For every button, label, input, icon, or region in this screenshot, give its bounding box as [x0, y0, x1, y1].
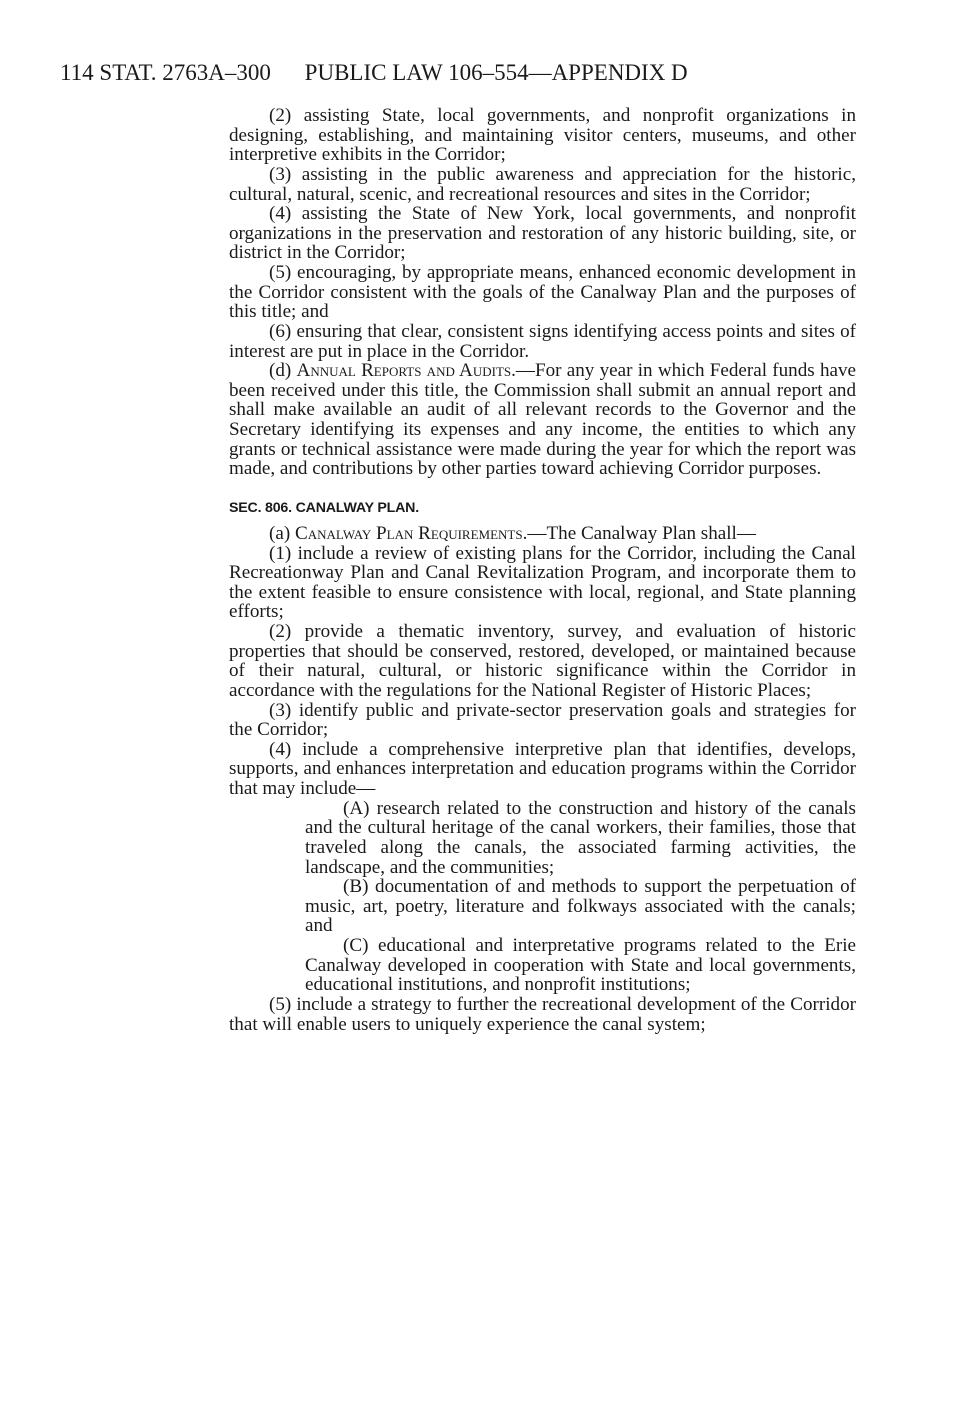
paragraph-c6: (6) ensuring that clear, consistent signs identifying access points and sites of interest are put in place in the Corridor. [229, 320, 856, 362]
subsection-a-items [229, 544, 856, 1035]
running-header [60, 58, 900, 88]
paragraph-a5: (5) include a strategy to further the recreational development of the Corridor that will enable users to uniquely experience the canal system; [229, 993, 856, 1035]
paragraph-c3: (3) assisting in the public awareness and appreciation for the historic, cultural, natural, scenic, and recreational resources and sites in the Corridor; [229, 163, 856, 205]
section-heading: SEC. 806. CANALWAY PLAN. [229, 499, 419, 516]
subparagraph-a4-A: (A) research related to the construction and history of the canals and the cultural heritage of the canal workers, their families, those that traveled along the canals, the associated farming activities, the landscape, and the communities; [305, 797, 856, 878]
paragraph-c5: (5) encouraging, by appropriate means, enhanced economic development in the Corridor consistent with the goals of the Canalway Plan and the purposes of this title; and [229, 262, 856, 323]
statute-reference: 114 STAT. 2763A–300 [60, 60, 271, 85]
subsection-d-label: (d) [269, 360, 292, 382]
subsection-d-text: —For any year in which Federal funds have been received under this title, the Commission shall submit an annual report and shall make available an audit of all relevant records to the Governor and the Secretary identifying its expenses and any income, the entities to which any grants or technical assistance were made during the year for which the report was made, and contributions by other parties toward achieving Corridor purposes. [229, 360, 856, 480]
paragraph-a2: (2) provide a thematic inventory, survey, and evaluation of historic properties that should be conserved, restored, developed, or maintained because of their natural, cultural, or historic significance within the Corridor in accordance with the regulations for the National Register of Historic Places; [229, 621, 856, 701]
paragraph-c2: (2) assisting State, local governments, and nonprofit organizations in designing, establishing, and maintaining visitor centers, museums, and other interpretive exhibits in the Corridor; [229, 105, 856, 166]
body-text [229, 106, 856, 1034]
paragraph-c4: (4) assisting the State of New York, local governments, and nonprofit organizations in the preservation and restoration of any historic building, site, or district in the Corridor; [229, 203, 856, 264]
subparagraph-a4-B: (B) documentation of and methods to support the perpetuation of music, art, poetry, literature and folkways associated with the canals; and [305, 876, 856, 937]
subsection-a [229, 524, 856, 544]
subsection-a-text: —The Canalway Plan shall— [527, 522, 756, 544]
subparagraph-a4-C: (C) educational and interpretative programs related to the Erie Canalway developed in cooperation with State and local governments, educational institutions, and nonprofit institutions; [305, 935, 856, 996]
subsection-d-heading: Annual Reports and Audits. [296, 360, 516, 382]
subsection-a-heading: Canalway Plan Requirements. [294, 522, 528, 544]
subsection-c-continued [229, 106, 856, 361]
paragraph-a1: (1) include a review of existing plans for the Corridor, including the Canal Recreationway Plan and Canal Revitalization Program, and incorporate them to the extent feasible to ensure consistence with local, regional, and State planning efforts; [229, 542, 856, 623]
subsection-a-label: (a) [269, 522, 291, 544]
paragraph-a3: (3) identify public and private-sector preservation goals and strategies for the Corridor; [229, 699, 856, 741]
paragraph-a4: (4) include a comprehensive interpretive plan that identifies, develops, supports, and enhances interpretation and education programs within the Corridor that may include— [229, 738, 856, 799]
subsection-d [229, 361, 856, 479]
public-law-title: PUBLIC LAW 106–554—APPENDIX D [304, 60, 688, 85]
